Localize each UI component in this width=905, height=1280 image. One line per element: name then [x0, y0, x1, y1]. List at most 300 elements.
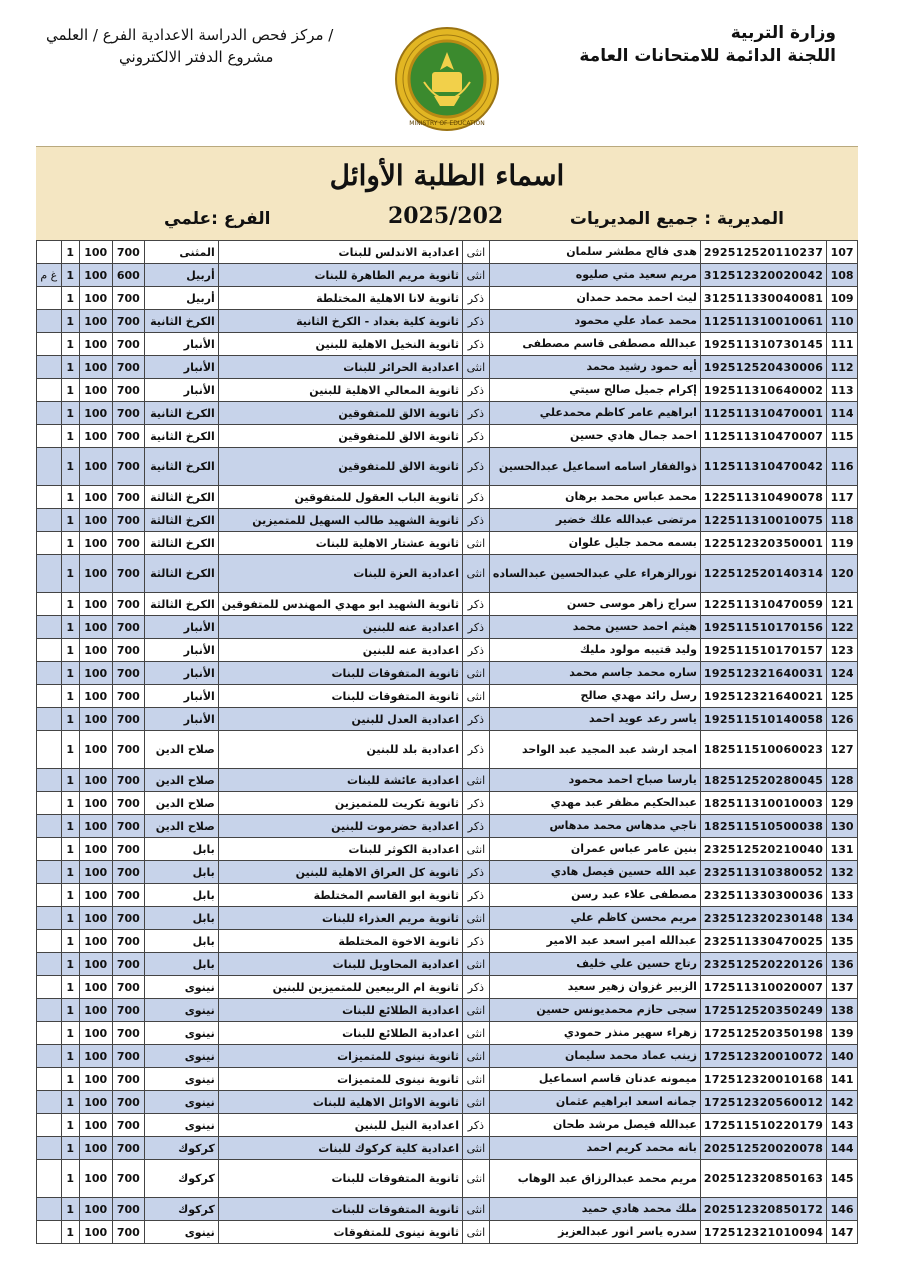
sequence-cell: 108: [827, 264, 858, 287]
average-cell: 100: [79, 379, 112, 402]
status-cell: 1: [61, 555, 79, 593]
sequence-cell: 135: [827, 930, 858, 953]
exam-number-cell: 122511310490078: [700, 486, 826, 509]
document-page: [36, 18, 858, 1258]
directorate-cell: نينوى: [145, 999, 219, 1022]
directorate-cell: نينوى: [145, 1045, 219, 1068]
gender-cell: انثى: [462, 264, 489, 287]
table-row: [37, 486, 858, 509]
exam-number-cell: 182511310010003: [700, 792, 826, 815]
note-cell: [37, 402, 62, 425]
student-name-cell: ساره محمد جاسم محمد: [489, 662, 700, 685]
logo-text: MINISTRY OF EDUCATION: [409, 120, 485, 127]
total-cell: 700: [112, 1137, 144, 1160]
directorate-cell: نينوى: [145, 1114, 219, 1137]
note-cell: [37, 287, 62, 310]
table-row: [37, 555, 858, 593]
note-cell: [37, 708, 62, 731]
note-cell: [37, 976, 62, 999]
average-cell: 100: [79, 792, 112, 815]
average-cell: 100: [79, 616, 112, 639]
directorate-cell: نينوى: [145, 1068, 219, 1091]
note-cell: [37, 662, 62, 685]
directorate-cell: كركوك: [145, 1160, 219, 1198]
total-cell: 700: [112, 1045, 144, 1068]
note-cell: [37, 310, 62, 333]
sequence-cell: 128: [827, 769, 858, 792]
table-row: [37, 333, 858, 356]
directorate-cell: الكرخ الثالثة: [145, 593, 219, 616]
sequence-cell: 114: [827, 402, 858, 425]
total-cell: 700: [112, 708, 144, 731]
sequence-cell: 132: [827, 861, 858, 884]
sequence-cell: 111: [827, 333, 858, 356]
school-cell: ثانوية الشهيد ابو مهدي المهندس للمتفوقين: [218, 593, 462, 616]
total-cell: 700: [112, 1068, 144, 1091]
note-cell: [37, 1068, 62, 1091]
average-cell: 100: [79, 310, 112, 333]
gender-cell: انثى: [462, 1198, 489, 1221]
status-cell: 1: [61, 884, 79, 907]
status-cell: 1: [61, 1137, 79, 1160]
gender-cell: ذكر: [462, 731, 489, 769]
status-cell: 1: [61, 532, 79, 555]
total-cell: 700: [112, 731, 144, 769]
status-cell: 1: [61, 708, 79, 731]
average-cell: 100: [79, 356, 112, 379]
directorate-cell: كركوك: [145, 1137, 219, 1160]
student-name-cell: ابراهيم عامر كاظم محمدعلي: [489, 402, 700, 425]
sequence-cell: 144: [827, 1137, 858, 1160]
student-name-cell: عبدالحكيم مظفر عبد مهدي: [489, 792, 700, 815]
average-cell: 100: [79, 662, 112, 685]
sequence-cell: 107: [827, 241, 858, 264]
table-row: [37, 953, 858, 976]
exam-number-cell: 182512520280045: [700, 769, 826, 792]
school-cell: ثانوية ام الربيعين للمتميزين للبنين: [218, 976, 462, 999]
table-row: [37, 1114, 858, 1137]
total-cell: 700: [112, 1022, 144, 1045]
total-cell: 700: [112, 976, 144, 999]
table-row: [37, 310, 858, 333]
center-name: / مركز فحص الدراسة الاعدادية الفرع / العلمي: [46, 26, 334, 44]
note-cell: [37, 838, 62, 861]
sequence-cell: 127: [827, 731, 858, 769]
directorate-cell: صلاح الدين: [145, 792, 219, 815]
exam-number-cell: 192512321640021: [700, 685, 826, 708]
table-row: [37, 402, 858, 425]
status-cell: 1: [61, 310, 79, 333]
school-cell: ثانوية عشتار الاهلية للبنات: [218, 532, 462, 555]
exam-number-cell: 202512320850172: [700, 1198, 826, 1221]
note-cell: [37, 486, 62, 509]
school-cell: اعدادية العزة للبنات: [218, 555, 462, 593]
ministry-logo: [394, 26, 500, 132]
status-cell: 1: [61, 907, 79, 930]
total-cell: 700: [112, 907, 144, 930]
average-cell: 100: [79, 1068, 112, 1091]
exam-number-cell: 172512320560012: [700, 1091, 826, 1114]
total-cell: 700: [112, 486, 144, 509]
page-title: اسماء الطلبة الأوائل: [329, 159, 565, 192]
total-cell: 700: [112, 1221, 144, 1244]
directorate-cell: بابل: [145, 907, 219, 930]
gender-cell: انثى: [462, 999, 489, 1022]
total-cell: 700: [112, 593, 144, 616]
average-cell: 100: [79, 264, 112, 287]
note-cell: [37, 1221, 62, 1244]
student-name-cell: بانه محمد كريم احمد: [489, 1137, 700, 1160]
total-cell: 700: [112, 953, 144, 976]
total-cell: 700: [112, 930, 144, 953]
student-name-cell: بنين عامر عباس عمران: [489, 838, 700, 861]
gender-cell: انثى: [462, 685, 489, 708]
student-name-cell: سدره ياسر انور عبدالعزيز: [489, 1221, 700, 1244]
school-cell: ثانوية نينوى للمتميزات: [218, 1068, 462, 1091]
directorate-cell: بابل: [145, 861, 219, 884]
gender-cell: ذكر: [462, 861, 489, 884]
exam-number-cell: 172512520350198: [700, 1022, 826, 1045]
exam-number-cell: 192511510140058: [700, 708, 826, 731]
student-name-cell: مريم سعيد متي صليوه: [489, 264, 700, 287]
sequence-cell: 143: [827, 1114, 858, 1137]
note-cell: غ م: [37, 264, 62, 287]
directorate-cell: نينوى: [145, 1221, 219, 1244]
sequence-cell: 145: [827, 1160, 858, 1198]
table-row: [37, 1068, 858, 1091]
school-cell: ثانوية تكريت للمتميزين: [218, 792, 462, 815]
directorate-cell: بابل: [145, 953, 219, 976]
sequence-cell: 113: [827, 379, 858, 402]
school-cell: اعدادية الحرائر للبنات: [218, 356, 462, 379]
gender-cell: انثى: [462, 769, 489, 792]
table-row: [37, 976, 858, 999]
directorate-cell: الكرخ الثالثة: [145, 555, 219, 593]
status-cell: 1: [61, 1068, 79, 1091]
gender-cell: ذكر: [462, 486, 489, 509]
school-cell: ثانوية كل العراق الاهلية للبنين: [218, 861, 462, 884]
note-cell: [37, 1198, 62, 1221]
exam-number-cell: 112511310470001: [700, 402, 826, 425]
table-row: [37, 616, 858, 639]
total-cell: 700: [112, 838, 144, 861]
directorate-cell: صلاح الدين: [145, 815, 219, 838]
school-cell: ثانوية المتفوقات للبنات: [218, 662, 462, 685]
exam-number-cell: 192512321640031: [700, 662, 826, 685]
status-cell: 1: [61, 976, 79, 999]
sequence-cell: 120: [827, 555, 858, 593]
school-cell: ثانوية الباب العقول للمتفوقين: [218, 486, 462, 509]
school-cell: ثانوية الاوائل الاهلية للبنات: [218, 1091, 462, 1114]
student-name-cell: إكرام جميل صالح سيتي: [489, 379, 700, 402]
exam-number-cell: 172512321010094: [700, 1221, 826, 1244]
note-cell: [37, 1160, 62, 1198]
status-cell: 1: [61, 1022, 79, 1045]
exam-number-cell: 292512520110237: [700, 241, 826, 264]
sequence-cell: 110: [827, 310, 858, 333]
student-name-cell: ملك محمد هادي حميد: [489, 1198, 700, 1221]
sequence-cell: 134: [827, 907, 858, 930]
average-cell: 100: [79, 555, 112, 593]
table-row: [37, 379, 858, 402]
gender-cell: ذكر: [462, 792, 489, 815]
school-cell: ثانوية الالق للمتفوقين: [218, 402, 462, 425]
sequence-cell: 117: [827, 486, 858, 509]
directorate-label: المديرية : جميع المديريات: [569, 209, 784, 229]
average-cell: 100: [79, 448, 112, 486]
directorate-cell: المثنى: [145, 241, 219, 264]
directorate-cell: الكرخ الثالثة: [145, 486, 219, 509]
exam-number-cell: 312512320020042: [700, 264, 826, 287]
sequence-cell: 115: [827, 425, 858, 448]
average-cell: 100: [79, 1091, 112, 1114]
status-cell: 1: [61, 287, 79, 310]
student-name-cell: هدى فالح مطشر سلمان: [489, 241, 700, 264]
student-name-cell: وليد قتيبه مولود مليك: [489, 639, 700, 662]
directorate-cell: الكرخ الثانية: [145, 425, 219, 448]
total-cell: 700: [112, 1160, 144, 1198]
school-cell: ثانوية الالق للمتفوقين: [218, 425, 462, 448]
status-cell: 1: [61, 1221, 79, 1244]
directorate-cell: نينوى: [145, 976, 219, 999]
total-cell: 700: [112, 792, 144, 815]
exam-number-cell: 232512520210040: [700, 838, 826, 861]
status-cell: 1: [61, 930, 79, 953]
average-cell: 100: [79, 1221, 112, 1244]
directorate-cell: بابل: [145, 838, 219, 861]
note-cell: [37, 907, 62, 930]
ministry-name: وزارة التربية: [730, 23, 836, 43]
directorate-cell: الكرخ الثانية: [145, 402, 219, 425]
note-cell: [37, 1137, 62, 1160]
total-cell: 700: [112, 425, 144, 448]
gender-cell: ذكر: [462, 379, 489, 402]
academic-year: 2025/202: [388, 203, 504, 229]
status-cell: 1: [61, 1198, 79, 1221]
note-cell: [37, 999, 62, 1022]
table-row: [37, 838, 858, 861]
table-row: [37, 1198, 858, 1221]
table-row: [37, 662, 858, 685]
sequence-cell: 147: [827, 1221, 858, 1244]
average-cell: 100: [79, 815, 112, 838]
average-cell: 100: [79, 731, 112, 769]
student-name-cell: احمد جمال هادي حسين: [489, 425, 700, 448]
total-cell: 700: [112, 287, 144, 310]
directorate-cell: الأنبار: [145, 356, 219, 379]
table-row: [37, 356, 858, 379]
table-row: [37, 448, 858, 486]
average-cell: 100: [79, 333, 112, 356]
gender-cell: ذكر: [462, 884, 489, 907]
school-cell: اعدادية العدل للبنين: [218, 708, 462, 731]
exam-number-cell: 112511310010061: [700, 310, 826, 333]
exam-number-cell: 232512520220126: [700, 953, 826, 976]
sequence-cell: 124: [827, 662, 858, 685]
table-row: [37, 264, 858, 287]
status-cell: 1: [61, 486, 79, 509]
total-cell: 700: [112, 555, 144, 593]
header-right: [579, 22, 836, 68]
sequence-cell: 137: [827, 976, 858, 999]
status-cell: 1: [61, 792, 79, 815]
table-row: [37, 532, 858, 555]
student-name-cell: ليث احمد محمد حمدان: [489, 287, 700, 310]
table-row: [37, 861, 858, 884]
gender-cell: انثى: [462, 1068, 489, 1091]
note-cell: [37, 509, 62, 532]
total-cell: 700: [112, 662, 144, 685]
gender-cell: ذكر: [462, 1114, 489, 1137]
school-cell: ثانوية الاخوة المختلطة: [218, 930, 462, 953]
title-band: [36, 146, 858, 241]
student-name-cell: ياسر رعد عويد احمد: [489, 708, 700, 731]
student-name-cell: رتاج حسين علي خليف: [489, 953, 700, 976]
sequence-cell: 138: [827, 999, 858, 1022]
note-cell: [37, 1022, 62, 1045]
gender-cell: انثى: [462, 662, 489, 685]
note-cell: [37, 1045, 62, 1068]
note-cell: [37, 593, 62, 616]
average-cell: 100: [79, 953, 112, 976]
school-cell: اعدادية المحاويل للبنات: [218, 953, 462, 976]
sequence-cell: 129: [827, 792, 858, 815]
total-cell: 700: [112, 402, 144, 425]
students-table-body: [37, 241, 858, 1244]
average-cell: 100: [79, 402, 112, 425]
student-name-cell: يارسا صباح احمد محمود: [489, 769, 700, 792]
total-cell: 700: [112, 685, 144, 708]
directorate-cell: الأنبار: [145, 379, 219, 402]
exam-number-cell: 172511510220179: [700, 1114, 826, 1137]
average-cell: 100: [79, 287, 112, 310]
school-cell: ثانوية المعالي الاهلية للبنين: [218, 379, 462, 402]
status-cell: 1: [61, 861, 79, 884]
exam-number-cell: 172511310020007: [700, 976, 826, 999]
sequence-cell: 133: [827, 884, 858, 907]
status-cell: 1: [61, 685, 79, 708]
total-cell: 700: [112, 769, 144, 792]
status-cell: 1: [61, 379, 79, 402]
table-row: [37, 1221, 858, 1244]
student-name-cell: ميمونه عدنان قاسم اسماعيل: [489, 1068, 700, 1091]
total-cell: 700: [112, 310, 144, 333]
sequence-cell: 122: [827, 616, 858, 639]
table-row: [37, 241, 858, 264]
exam-number-cell: 122512320350001: [700, 532, 826, 555]
status-cell: 1: [61, 333, 79, 356]
table-row: [37, 930, 858, 953]
status-cell: 1: [61, 356, 79, 379]
gender-cell: انثى: [462, 241, 489, 264]
exam-number-cell: 172512320010072: [700, 1045, 826, 1068]
student-name-cell: جمانه اسعد ابراهيم عثمان: [489, 1091, 700, 1114]
status-cell: 1: [61, 448, 79, 486]
exam-number-cell: 232512320230148: [700, 907, 826, 930]
sequence-cell: 125: [827, 685, 858, 708]
note-cell: [37, 1114, 62, 1137]
average-cell: 100: [79, 509, 112, 532]
directorate-cell: بابل: [145, 930, 219, 953]
school-cell: اعدادية عنه للبنين: [218, 616, 462, 639]
header: [36, 18, 858, 146]
note-cell: [37, 555, 62, 593]
exam-number-cell: 232511330470025: [700, 930, 826, 953]
gender-cell: انثى: [462, 838, 489, 861]
directorate-cell: الأنبار: [145, 685, 219, 708]
status-cell: 1: [61, 815, 79, 838]
gender-cell: ذكر: [462, 593, 489, 616]
student-name-cell: امجد ارشد عبد المجيد عبد الواحد: [489, 731, 700, 769]
school-cell: اعدادية الاندلس للبنات: [218, 241, 462, 264]
status-cell: 1: [61, 662, 79, 685]
status-cell: 1: [61, 769, 79, 792]
directorate-cell: الكرخ الثانية: [145, 448, 219, 486]
table-row: [37, 1137, 858, 1160]
sequence-cell: 118: [827, 509, 858, 532]
exam-number-cell: 182511510060023: [700, 731, 826, 769]
school-cell: ثانوية المتفوقات للبنات: [218, 1198, 462, 1221]
total-cell: 700: [112, 815, 144, 838]
directorate-cell: بابل: [145, 884, 219, 907]
table-row: [37, 708, 858, 731]
total-cell: 700: [112, 1091, 144, 1114]
directorate-cell: الأنبار: [145, 662, 219, 685]
school-cell: اعدادية حضرموت للبنين: [218, 815, 462, 838]
average-cell: 100: [79, 241, 112, 264]
directorate-cell: صلاح الدين: [145, 731, 219, 769]
gender-cell: انثى: [462, 532, 489, 555]
school-cell: ثانوية الشهيد طالب السهيل للمتميزين: [218, 509, 462, 532]
directorate-cell: صلاح الدين: [145, 769, 219, 792]
directorate-cell: أربيل: [145, 264, 219, 287]
school-cell: اعدادية الكوثر للبنات: [218, 838, 462, 861]
average-cell: 100: [79, 708, 112, 731]
average-cell: 100: [79, 976, 112, 999]
committee-name: اللجنة الدائمة للامتحانات العامة: [579, 46, 836, 66]
exam-number-cell: 232511310380052: [700, 861, 826, 884]
gender-cell: انثى: [462, 953, 489, 976]
note-cell: [37, 953, 62, 976]
total-cell: 700: [112, 999, 144, 1022]
school-cell: ثانوية لانا الاهلية المختلطة: [218, 287, 462, 310]
average-cell: 100: [79, 1022, 112, 1045]
student-name-cell: سجى حازم محمديونس حسين: [489, 999, 700, 1022]
status-cell: 1: [61, 953, 79, 976]
table-row: [37, 425, 858, 448]
gender-cell: انثى: [462, 1137, 489, 1160]
note-cell: [37, 815, 62, 838]
student-name-cell: زهراء سهير منذر حمودي: [489, 1022, 700, 1045]
average-cell: 100: [79, 425, 112, 448]
school-cell: ثانوية نينوى للمتميزات: [218, 1045, 462, 1068]
student-name-cell: زينب عماد محمد سليمان: [489, 1045, 700, 1068]
student-name-cell: محمد عباس محمد برهان: [489, 486, 700, 509]
school-cell: اعدادية عائشة للبنات: [218, 769, 462, 792]
gender-cell: ذكر: [462, 616, 489, 639]
exam-number-cell: 192511510170156: [700, 616, 826, 639]
total-cell: 700: [112, 884, 144, 907]
table-row: [37, 731, 858, 769]
exam-number-cell: 202512320850163: [700, 1160, 826, 1198]
average-cell: 100: [79, 486, 112, 509]
sequence-cell: 112: [827, 356, 858, 379]
gender-cell: ذكر: [462, 310, 489, 333]
exam-number-cell: 312511330040081: [700, 287, 826, 310]
average-cell: 100: [79, 907, 112, 930]
gender-cell: ذكر: [462, 448, 489, 486]
sequence-cell: 130: [827, 815, 858, 838]
